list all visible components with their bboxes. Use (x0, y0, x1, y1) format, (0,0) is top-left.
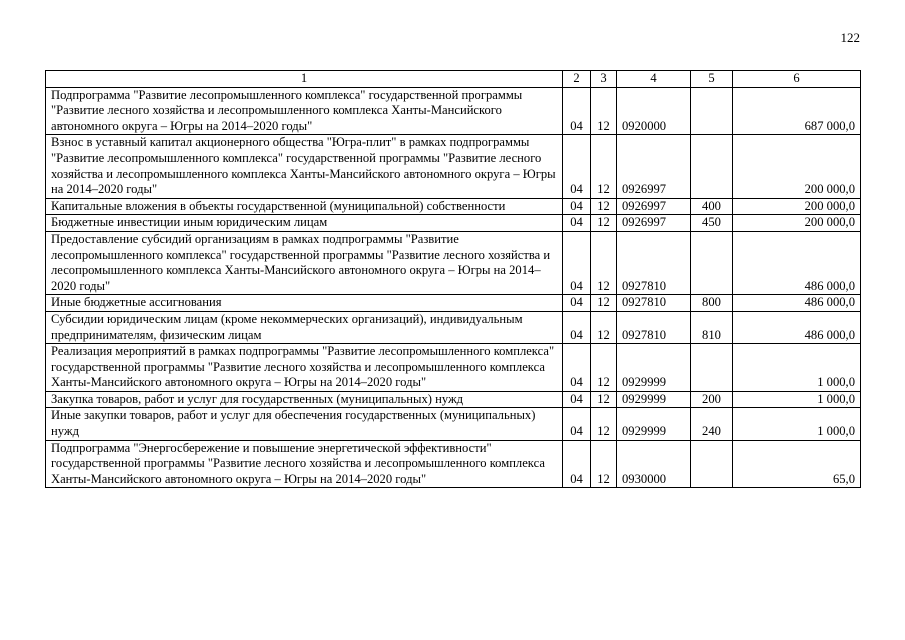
budget-table (45, 70, 861, 488)
table-header-row (46, 71, 861, 88)
row-expense-type (691, 440, 733, 488)
row-name: Подпрограмма "Развитие лесопромышленного комплекса" государственной программы "Развитие лесного хозяйства и лесопромышленного комплекса Ханты-Мансийского автономного округа – Югры на 2014–2020 годы" (46, 87, 563, 135)
row-subsection: 12 (591, 391, 617, 408)
row-section: 04 (563, 344, 591, 392)
row-section: 04 (563, 408, 591, 440)
row-expense-type: 800 (691, 295, 733, 312)
row-name: Предоставление субсидий организациям в рамках подпрограммы "Развитие лесопромышленного комплекса" государственной программы "Развитие лесного хозяйства и лесопромышленного комплекса Ханты-Мансийского автономного округа – Югры на 2014–2020 годы" (46, 231, 563, 294)
row-target-code: 0926997 (617, 198, 691, 215)
table-row (46, 198, 861, 215)
row-subsection: 12 (591, 295, 617, 312)
row-section: 04 (563, 311, 591, 343)
row-amount: 200 000,0 (733, 215, 861, 232)
row-section: 04 (563, 87, 591, 135)
row-section: 04 (563, 295, 591, 312)
row-name: Подпрограмма "Энергосбережение и повышение энергетической эффективности" государственной программы "Развитие лесного хозяйства и лесопромышленного комплекса Ханты-Мансийского автономного округа – Югры на 2014–2020 годы" (46, 440, 563, 488)
row-subsection: 12 (591, 440, 617, 488)
row-section: 04 (563, 440, 591, 488)
row-amount: 1 000,0 (733, 344, 861, 392)
row-name: Взнос в уставный капитал акционерного общества "Югра-плит" в рамках подпрограммы "Развитие лесопромышленного комплекса" государственной программы "Развитие лесного хозяйства и лесопромышленного комплекса Ханты-Мансийского автономного округа – Югры на 2014–2020 годы" (46, 135, 563, 198)
table-row (46, 344, 861, 392)
header-cell-5: 5 (691, 71, 733, 88)
row-amount: 486 000,0 (733, 311, 861, 343)
row-name: Иные бюджетные ассигнования (46, 295, 563, 312)
row-amount: 65,0 (733, 440, 861, 488)
row-name: Иные закупки товаров, работ и услуг для обеспечения государственных (муниципальных) нужд (46, 408, 563, 440)
page-number: 122 (840, 30, 860, 45)
row-subsection: 12 (591, 311, 617, 343)
row-target-code: 0930000 (617, 440, 691, 488)
header-cell-1: 1 (46, 71, 563, 88)
row-subsection: 12 (591, 344, 617, 392)
row-target-code: 0929999 (617, 391, 691, 408)
row-amount: 486 000,0 (733, 295, 861, 312)
row-expense-type: 450 (691, 215, 733, 232)
row-section: 04 (563, 391, 591, 408)
row-amount: 200 000,0 (733, 135, 861, 198)
row-expense-type: 810 (691, 311, 733, 343)
row-subsection: 12 (591, 231, 617, 294)
row-target-code: 0926997 (617, 135, 691, 198)
table-row (46, 87, 861, 135)
row-subsection: 12 (591, 198, 617, 215)
row-section: 04 (563, 215, 591, 232)
table-row (46, 215, 861, 232)
row-name: Закупка товаров, работ и услуг для государственных (муниципальных) нужд (46, 391, 563, 408)
table-row (46, 391, 861, 408)
table-row (46, 231, 861, 294)
row-target-code: 0926997 (617, 215, 691, 232)
row-expense-type: 240 (691, 408, 733, 440)
row-subsection: 12 (591, 87, 617, 135)
row-expense-type (691, 135, 733, 198)
row-target-code: 0927810 (617, 311, 691, 343)
row-section: 04 (563, 198, 591, 215)
table-row (46, 408, 861, 440)
row-target-code: 0927810 (617, 231, 691, 294)
header-cell-6: 6 (733, 71, 861, 88)
row-expense-type: 200 (691, 391, 733, 408)
row-target-code: 0929999 (617, 408, 691, 440)
row-expense-type (691, 87, 733, 135)
table-row (46, 311, 861, 343)
row-section: 04 (563, 135, 591, 198)
table-row (46, 440, 861, 488)
header-cell-2: 2 (563, 71, 591, 88)
row-name: Бюджетные инвестиции иным юридическим лицам (46, 215, 563, 232)
row-expense-type (691, 344, 733, 392)
row-amount: 200 000,0 (733, 198, 861, 215)
row-amount: 687 000,0 (733, 87, 861, 135)
row-target-code: 0929999 (617, 344, 691, 392)
header-cell-4: 4 (617, 71, 691, 88)
row-target-code: 0920000 (617, 87, 691, 135)
table-row (46, 135, 861, 198)
row-expense-type (691, 231, 733, 294)
row-target-code: 0927810 (617, 295, 691, 312)
header-cell-3: 3 (591, 71, 617, 88)
row-subsection: 12 (591, 408, 617, 440)
row-section: 04 (563, 231, 591, 294)
row-name: Реализация мероприятий в рамках подпрограммы "Развитие лесопромышленного комплекса" государственной программы "Развитие лесного хозяйства и лесопромышленного комплекса Ханты-Мансийского автономного округа – Югры на 2014–2020 годы" (46, 344, 563, 392)
row-subsection: 12 (591, 215, 617, 232)
table-row (46, 295, 861, 312)
row-amount: 1 000,0 (733, 391, 861, 408)
row-expense-type: 400 (691, 198, 733, 215)
row-name: Капитальные вложения в объекты государственной (муниципальной) собственности (46, 198, 563, 215)
row-name: Субсидии юридическим лицам (кроме некоммерческих организаций), индивидуальным предпринимателям, физическим лицам (46, 311, 563, 343)
row-subsection: 12 (591, 135, 617, 198)
row-amount: 1 000,0 (733, 408, 861, 440)
row-amount: 486 000,0 (733, 231, 861, 294)
